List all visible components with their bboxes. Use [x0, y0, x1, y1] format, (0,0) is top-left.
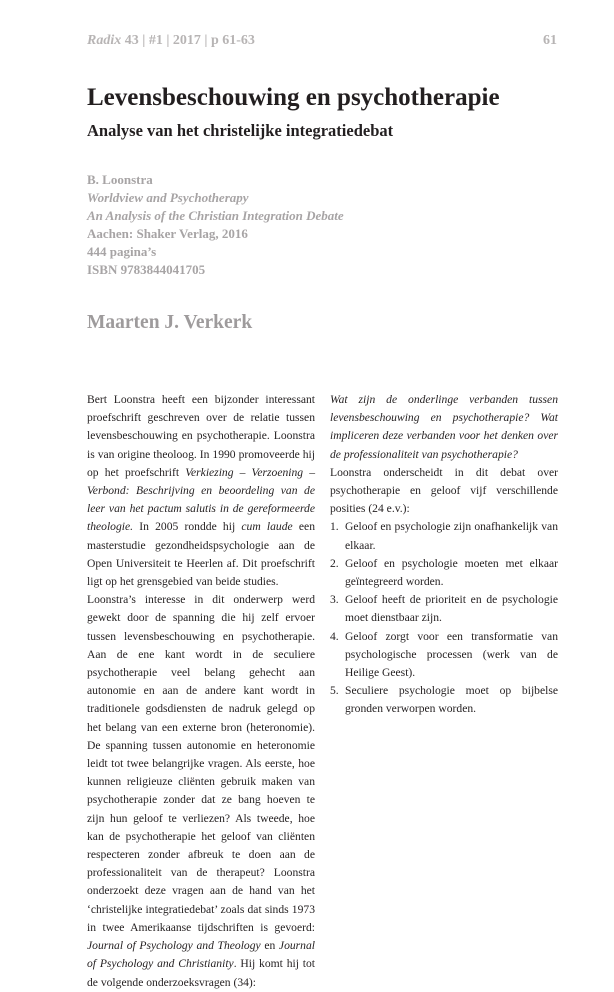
list-number: 2. — [330, 556, 339, 570]
list-item — [330, 555, 558, 591]
paragraph-interest — [87, 591, 315, 991]
positions-list — [330, 518, 558, 718]
page-number: 61 — [543, 33, 557, 48]
running-header — [87, 33, 255, 49]
list-number: 1. — [330, 520, 339, 534]
paragraph-positions: Loonstra onderscheidt in dit debat over psychotherapie en geloof vijf verschillende posities (24 e.v.): — [330, 465, 558, 516]
list-text: Geloof heeft de prioriteit en de psychologie moet dienstbaar zijn. — [345, 593, 558, 625]
review-author: Maarten J. Verkerk — [87, 312, 253, 333]
book-title: Worldview and Psychotherapy — [87, 190, 249, 205]
paragraph-intro — [87, 391, 315, 591]
paragraph-text: . Hij komt hij tot de volgende onderzoeksvragen (34): — [87, 957, 315, 989]
list-number: 3. — [330, 593, 339, 607]
list-item — [330, 591, 558, 627]
journal-name: Radix — [87, 33, 122, 48]
paragraph-text: Bert Loonstra heeft een bijzonder interessant proefschrift geschreven over de relatie tussen levensbeschouwing en psychotherapie. Loonstra is van origine theoloog. In 1990 promoveerde hij op het proefschrift — [87, 393, 315, 479]
list-item — [330, 628, 558, 683]
book-pages: 444 pagina’s — [87, 244, 157, 259]
issue-info: 43 | #1 | 2017 | p 61-63 — [121, 33, 255, 48]
book-isbn: ISBN 9783844041705 — [87, 262, 206, 277]
paragraph-text: en — [260, 939, 279, 953]
paragraph-text: een masterstudie gezondheidspsychologie aan de Open Universiteit te Heerlen af. Dit proefschrift ligt op het grensgebied van beide studies. — [87, 520, 315, 589]
journal-title-theology: Journal of Psychology and Theology — [87, 939, 261, 953]
paragraph-continued — [330, 391, 558, 464]
book-publisher: Aachen: Shaker Verlag, 2016 — [87, 226, 248, 241]
list-item — [330, 518, 558, 554]
list-item — [330, 682, 558, 718]
research-questions: Wat zijn de onderlinge verbanden tussen levensbeschouwing en psychotherapie? Wat impliceren deze verbanden voor het denken over de professionaliteit van psychotherapie? — [330, 393, 558, 461]
list-text: Geloof en psychologie zijn onafhankelijk van elkaar. — [345, 520, 558, 552]
book-info — [87, 171, 344, 279]
list-number: 4. — [330, 629, 339, 643]
book-subtitle: An Analysis of the Christian Integration Debate — [87, 208, 344, 223]
journal-title-christianity: Journal of Psychology and Christianity — [87, 939, 315, 971]
cum-laude: cum laude — [241, 520, 293, 534]
dissertation-title: Verkiezing – Verzoening – Verbond: Beschrijving en beoordeling van de leer van het pactum salutis in de gereformeerde theologie. — [87, 465, 315, 534]
paragraph-text: Loonstra’s interesse in dit onderwerp werd gewekt door de spanning die hij zelf ervoer tussen levensbeschouwing en psychotherapie. Aan de ene kant wordt in de seculiere psychotherapie veel belang gehecht aan autonomie en aan de andere kant wordt in traditionele godsdiensten de nadruk gelegd op het belang van een externe bron (heteronomie). De spanning tussen autonomie en heteronomie leidt tot twee belangrijke vragen. Als eerste, hoe kunnen religieuze cliënten gebruik maken van psychotherapie zonder dat ze bang hoeven te zijn hun geloof te verliezen? Als tweede, hoe kan de psychotherapie het geloof van cliënten respecteren zonder afbreuk te doen aan de professionaliteit van de therapeut? Loonstra onderzoekt deze vragen aan de hand van het ‘christelijke integratiedebat’ zoals dat sinds 1973 in twee Amerikaanse tijdschriften is gevoerd: — [87, 593, 315, 934]
article-title: Levensbeschouwing en psychotherapie — [87, 84, 500, 111]
paragraph-text: In 2005 rondde hij — [133, 520, 242, 534]
body-column-left — [87, 391, 315, 992]
body-column-right — [330, 391, 558, 719]
book-author: B. Loonstra — [87, 172, 153, 187]
article-subtitle: Analyse van het christelijke integratiedebat — [87, 121, 394, 140]
list-text: Geloof zorgt voor een transformatie van psychologische processen (werk van de Heilige Geest). — [345, 629, 558, 680]
list-number: 5. — [330, 684, 339, 698]
list-text: Geloof en psychologie moeten met elkaar geïntegreerd worden. — [345, 556, 558, 589]
list-text: Seculiere psychologie moet op bijbelse gronden verworpen worden. — [345, 684, 558, 716]
